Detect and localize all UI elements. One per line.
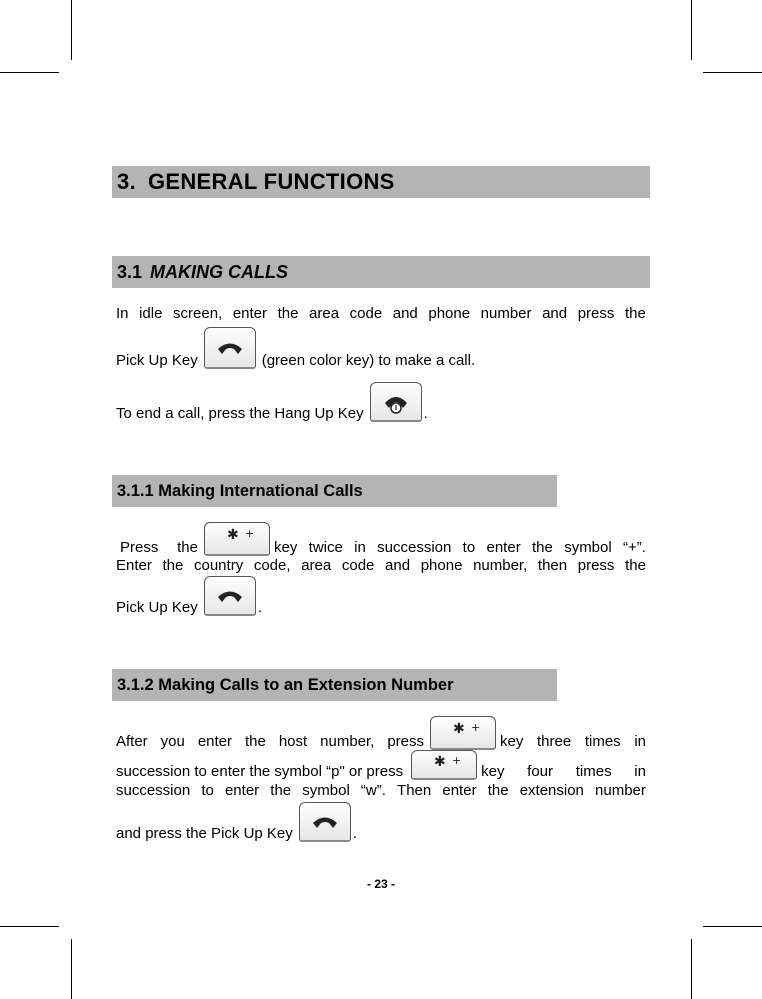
star-plus-key-icon — [431, 717, 495, 749]
extension-calls-heading: 3.1.2 Making Calls to an Extension Number — [112, 669, 557, 701]
crop-mark — [691, 939, 692, 999]
crop-mark — [703, 926, 762, 927]
section-heading — [112, 166, 650, 198]
subsection-title: MAKING CALLS — [150, 261, 289, 282]
phone-hangup-icon — [371, 383, 421, 421]
paragraph-line: Press the ✱ + key twice in succession to enter the symbol “+”. — [116, 520, 646, 556]
section-number: 3. — [117, 169, 136, 194]
hang-up-key — [370, 382, 422, 422]
svg-text:+: + — [245, 527, 255, 540]
paragraph-line: succession to enter the symbol “p" or press ✱ + key four times in — [116, 750, 646, 780]
crop-mark — [71, 939, 72, 999]
pick-up-key — [204, 576, 256, 616]
svg-text:+: + — [471, 721, 481, 734]
star-plus-key-icon — [205, 523, 269, 555]
phone-pickup-icon — [300, 803, 350, 841]
crop-mark — [691, 0, 692, 60]
paragraph-line: succession to enter the symbol “w”. Then enter the extension number — [116, 782, 646, 799]
pick-up-key — [204, 327, 256, 369]
crop-mark — [0, 72, 59, 73]
page-number: - 23 - — [366, 877, 395, 891]
subsection-heading — [112, 256, 650, 288]
star-key — [411, 750, 477, 780]
svg-text:+: + — [452, 754, 462, 767]
paragraph-line: Pick Up Key . — [116, 576, 646, 616]
svg-text:✱: ✱ — [434, 754, 446, 770]
paragraph-line: Pick Up Key (green color key) to make a call. — [116, 323, 646, 369]
subsection-number: 3.1 — [117, 261, 143, 282]
paragraph-line: In idle screen, enter the area code and phone number and press the — [116, 305, 646, 322]
pick-up-key — [299, 802, 351, 842]
section-title: GENERAL FUNCTIONS — [147, 169, 395, 194]
crop-mark — [71, 0, 72, 60]
star-plus-key-icon — [412, 751, 476, 779]
crop-mark — [703, 72, 762, 73]
svg-text:✱: ✱ — [227, 527, 239, 543]
paragraph-line: Enter the country code, area code and phone number, then press the — [116, 557, 646, 574]
phone-pickup-icon — [205, 328, 255, 368]
paragraph-line: To end a call, press the Hang Up Key . — [116, 380, 646, 422]
star-key — [430, 716, 496, 750]
phone-pickup-icon — [205, 577, 255, 615]
crop-mark — [0, 926, 59, 927]
international-calls-heading: 3.1.1 Making International Calls — [112, 475, 557, 507]
star-key — [204, 522, 270, 556]
paragraph-line: After you enter the host number, press ✱ + key three times in — [116, 716, 646, 750]
svg-text:✱: ✱ — [453, 721, 465, 737]
paragraph-line: and press the Pick Up Key . — [116, 802, 646, 842]
